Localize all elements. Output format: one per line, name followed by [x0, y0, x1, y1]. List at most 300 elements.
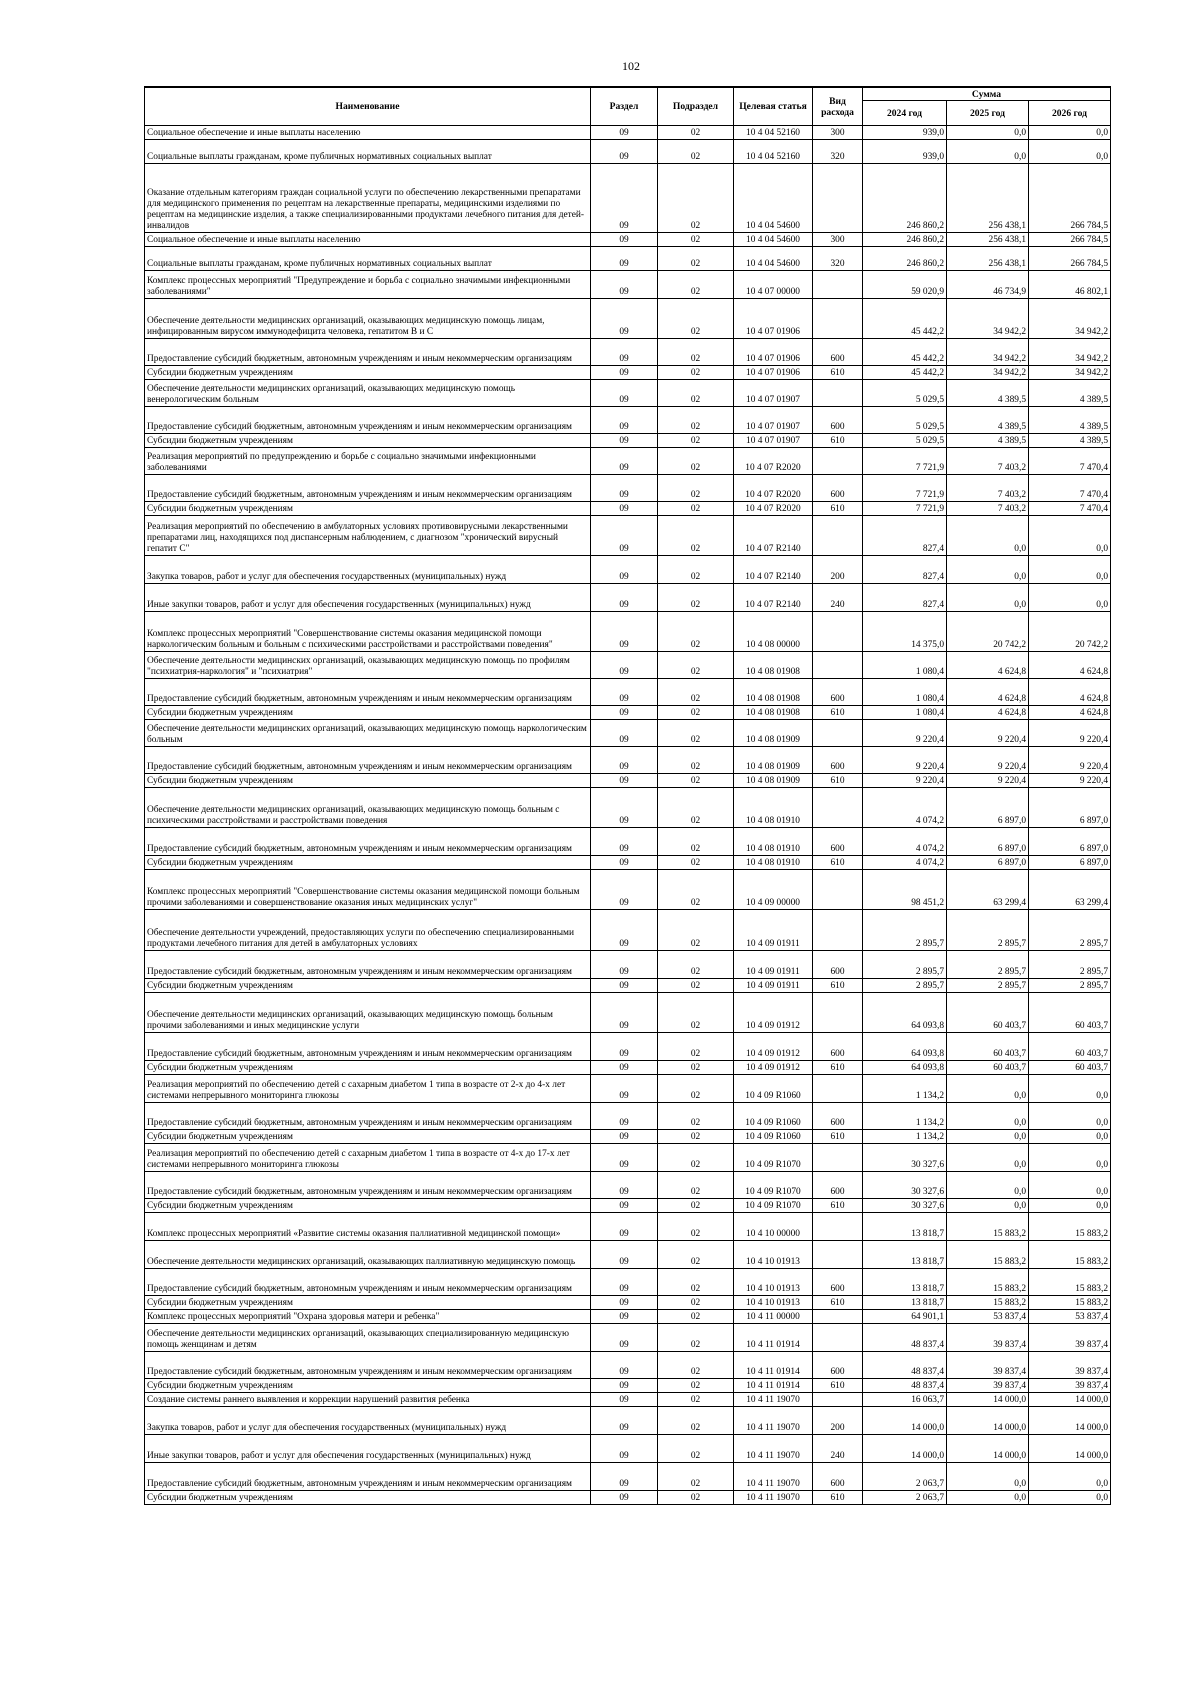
row-sum-2026: 0,0	[1029, 140, 1111, 164]
row-sum-2026: 266 784,5	[1029, 247, 1111, 271]
row-sum-2026: 0,0	[1029, 1491, 1111, 1505]
row-section: 09	[591, 979, 658, 993]
row-subsection: 02	[658, 126, 734, 140]
row-sum-2025: 256 438,1	[947, 164, 1029, 233]
row-sum-2026: 60 403,7	[1029, 1061, 1111, 1075]
row-target-article: 10 4 11 01914	[734, 1379, 813, 1393]
row-expense-type: 610	[813, 434, 863, 448]
table-row	[145, 434, 1111, 448]
row-expense-type	[813, 788, 863, 828]
row-subsection: 02	[658, 271, 734, 299]
table-row	[145, 233, 1111, 247]
row-section: 09	[591, 556, 658, 584]
row-sum-2026: 266 784,5	[1029, 164, 1111, 233]
row-name: Создание системы раннего выявления и коррекции нарушений развития ребенка	[145, 1393, 591, 1407]
row-subsection: 02	[658, 1199, 734, 1213]
row-subsection: 02	[658, 299, 734, 339]
row-subsection: 02	[658, 1269, 734, 1296]
row-expense-type	[813, 380, 863, 407]
row-sum-2026: 15 883,2	[1029, 1213, 1111, 1241]
row-sum-2024: 2 895,7	[863, 910, 947, 951]
row-sum-2024: 64 093,8	[863, 993, 947, 1033]
row-subsection: 02	[658, 584, 734, 612]
row-name: Субсидии бюджетным учреждениям	[145, 502, 591, 516]
row-subsection: 02	[658, 1310, 734, 1324]
row-sum-2025: 39 837,4	[947, 1379, 1029, 1393]
row-sum-2024: 7 721,9	[863, 448, 947, 475]
row-target-article: 10 4 07 R2140	[734, 556, 813, 584]
row-target-article: 10 4 11 19070	[734, 1435, 813, 1463]
table-row	[145, 652, 1111, 679]
row-sum-2024: 2 895,7	[863, 979, 947, 993]
row-sum-2024: 246 860,2	[863, 247, 947, 271]
table-row	[145, 299, 1111, 339]
table-row	[145, 788, 1111, 828]
row-expense-type: 600	[813, 1269, 863, 1296]
header-section: Раздел	[591, 87, 658, 126]
row-name: Обеспечение деятельности медицинских организаций, оказывающих медицинскую помощь венерологическим больным	[145, 380, 591, 407]
row-expense-type: 610	[813, 1379, 863, 1393]
row-name: Иные закупки товаров, работ и услуг для обеспечения государственных (муниципальных) нужд	[145, 584, 591, 612]
row-sum-2026: 7 470,4	[1029, 448, 1111, 475]
row-name: Социальные выплаты гражданам, кроме публичных нормативных социальных выплат	[145, 140, 591, 164]
row-sum-2026: 4 624,8	[1029, 652, 1111, 679]
row-sum-2024: 48 837,4	[863, 1324, 947, 1352]
row-section: 09	[591, 475, 658, 502]
row-subsection: 02	[658, 612, 734, 652]
row-subsection: 02	[658, 774, 734, 788]
row-subsection: 02	[658, 516, 734, 556]
row-sum-2024: 5 029,5	[863, 434, 947, 448]
row-sum-2024: 30 327,6	[863, 1199, 947, 1213]
row-sum-2025: 256 438,1	[947, 247, 1029, 271]
row-target-article: 10 4 09 01912	[734, 993, 813, 1033]
row-target-article: 10 4 07 R2020	[734, 448, 813, 475]
row-sum-2024: 2 063,7	[863, 1463, 947, 1491]
header-name: Наименование	[145, 87, 591, 126]
row-subsection: 02	[658, 1172, 734, 1199]
row-name: Субсидии бюджетным учреждениям	[145, 434, 591, 448]
table-row	[145, 339, 1111, 366]
row-subsection: 02	[658, 556, 734, 584]
row-sum-2026: 39 837,4	[1029, 1352, 1111, 1379]
row-sum-2025: 0,0	[947, 1144, 1029, 1172]
row-section: 09	[591, 1172, 658, 1199]
row-sum-2024: 14 000,0	[863, 1407, 947, 1435]
table-row	[145, 247, 1111, 271]
row-sum-2024: 45 442,2	[863, 366, 947, 380]
row-name: Предоставление субсидий бюджетным, автономным учреждениям и иным некоммерческим организациям	[145, 679, 591, 706]
row-sum-2025: 4 624,8	[947, 652, 1029, 679]
row-sum-2024: 13 818,7	[863, 1269, 947, 1296]
row-sum-2024: 1 134,2	[863, 1130, 947, 1144]
row-target-article: 10 4 10 01913	[734, 1296, 813, 1310]
header-subsection: Подраздел	[658, 87, 734, 126]
row-target-article: 10 4 07 R2020	[734, 502, 813, 516]
row-sum-2025: 14 000,0	[947, 1407, 1029, 1435]
row-subsection: 02	[658, 1352, 734, 1379]
row-sum-2024: 9 220,4	[863, 774, 947, 788]
row-sum-2025: 20 742,2	[947, 612, 1029, 652]
row-name: Предоставление субсидий бюджетным, автономным учреждениям и иным некоммерческим организациям	[145, 828, 591, 856]
row-target-article: 10 4 09 R1060	[734, 1130, 813, 1144]
table-row	[145, 140, 1111, 164]
row-expense-type: 610	[813, 1130, 863, 1144]
row-name: Предоставление субсидий бюджетным, автономным учреждениям и иным некоммерческим организациям	[145, 1033, 591, 1061]
row-subsection: 02	[658, 1379, 734, 1393]
row-name: Обеспечение деятельности медицинских организаций, оказывающих медицинскую помощь больным с психическими расстройствами и расстройствами поведения	[145, 788, 591, 828]
row-target-article: 10 4 09 R1070	[734, 1172, 813, 1199]
row-sum-2025: 0,0	[947, 1130, 1029, 1144]
row-name: Обеспечение деятельности медицинских организаций, оказывающих медицинскую помощь больным прочими заболеваниями и иных медицинские услуги	[145, 993, 591, 1033]
table-row	[145, 747, 1111, 774]
row-sum-2026: 6 897,0	[1029, 856, 1111, 870]
table-row	[145, 1393, 1111, 1407]
row-section: 09	[591, 516, 658, 556]
row-sum-2025: 15 883,2	[947, 1241, 1029, 1269]
row-sum-2024: 7 721,9	[863, 475, 947, 502]
row-name: Предоставление субсидий бюджетным, автономным учреждениям и иным некоммерческим организациям	[145, 951, 591, 979]
row-target-article: 10 4 11 01914	[734, 1324, 813, 1352]
row-expense-type	[813, 164, 863, 233]
row-name: Закупка товаров, работ и услуг для обеспечения государственных (муниципальных) нужд	[145, 1407, 591, 1435]
row-sum-2025: 14 000,0	[947, 1435, 1029, 1463]
row-name: Субсидии бюджетным учреждениям	[145, 856, 591, 870]
row-expense-type	[813, 1393, 863, 1407]
row-sum-2025: 6 897,0	[947, 856, 1029, 870]
row-section: 09	[591, 1130, 658, 1144]
row-sum-2024: 2 063,7	[863, 1491, 947, 1505]
header-sum: Сумма	[863, 87, 1111, 101]
row-sum-2025: 7 403,2	[947, 502, 1029, 516]
row-expense-type: 600	[813, 1352, 863, 1379]
header-year-2024: 2024 год	[863, 101, 947, 126]
row-target-article: 10 4 11 01914	[734, 1352, 813, 1379]
row-sum-2024: 4 074,2	[863, 828, 947, 856]
row-sum-2026: 4 389,5	[1029, 407, 1111, 434]
row-subsection: 02	[658, 1213, 734, 1241]
table-row	[145, 1491, 1111, 1505]
row-sum-2026: 4 624,8	[1029, 679, 1111, 706]
row-target-article: 10 4 11 19070	[734, 1393, 813, 1407]
row-sum-2026: 0,0	[1029, 1103, 1111, 1130]
row-expense-type: 320	[813, 247, 863, 271]
row-sum-2025: 4 624,8	[947, 679, 1029, 706]
row-expense-type	[813, 870, 863, 910]
row-subsection: 02	[658, 502, 734, 516]
row-name: Предоставление субсидий бюджетным, автономным учреждениям и иным некоммерческим организациям	[145, 1172, 591, 1199]
row-target-article: 10 4 08 01909	[734, 747, 813, 774]
row-name: Обеспечение деятельности медицинских организаций, оказывающих медицинскую помощь лицам, инфицированным вирусом иммунодефицита человека, гепатитом В и С	[145, 299, 591, 339]
row-section: 09	[591, 1310, 658, 1324]
table-row	[145, 951, 1111, 979]
row-sum-2025: 256 438,1	[947, 233, 1029, 247]
row-section: 09	[591, 910, 658, 951]
row-sum-2025: 60 403,7	[947, 993, 1029, 1033]
table-row	[145, 828, 1111, 856]
row-sum-2026: 34 942,2	[1029, 339, 1111, 366]
row-sum-2024: 48 837,4	[863, 1352, 947, 1379]
row-expense-type: 610	[813, 856, 863, 870]
row-section: 09	[591, 1393, 658, 1407]
row-sum-2025: 4 389,5	[947, 380, 1029, 407]
row-subsection: 02	[658, 380, 734, 407]
row-subsection: 02	[658, 910, 734, 951]
row-sum-2026: 0,0	[1029, 1172, 1111, 1199]
row-subsection: 02	[658, 951, 734, 979]
row-section: 09	[591, 1352, 658, 1379]
row-sum-2026: 15 883,2	[1029, 1296, 1111, 1310]
row-name: Социальные выплаты гражданам, кроме публичных нормативных социальных выплат	[145, 247, 591, 271]
table-row	[145, 1172, 1111, 1199]
row-subsection: 02	[658, 1463, 734, 1491]
row-subsection: 02	[658, 856, 734, 870]
row-name: Иные закупки товаров, работ и услуг для обеспечения государственных (муниципальных) нужд	[145, 1435, 591, 1463]
row-section: 09	[591, 502, 658, 516]
row-expense-type	[813, 516, 863, 556]
row-name: Закупка товаров, работ и услуг для обеспечения государственных (муниципальных) нужд	[145, 556, 591, 584]
row-name: Социальное обеспечение и иные выплаты населению	[145, 233, 591, 247]
row-section: 09	[591, 1407, 658, 1435]
row-sum-2024: 2 895,7	[863, 951, 947, 979]
row-sum-2024: 1 080,4	[863, 706, 947, 720]
row-target-article: 10 4 07 R2140	[734, 516, 813, 556]
row-expense-type: 600	[813, 1103, 863, 1130]
table-row	[145, 1379, 1111, 1393]
row-expense-type	[813, 299, 863, 339]
row-sum-2026: 4 389,5	[1029, 380, 1111, 407]
row-sum-2024: 939,0	[863, 140, 947, 164]
row-sum-2026: 9 220,4	[1029, 747, 1111, 774]
row-subsection: 02	[658, 652, 734, 679]
row-target-article: 10 4 09 01911	[734, 951, 813, 979]
row-sum-2026: 14 000,0	[1029, 1435, 1111, 1463]
row-name: Комплекс процессных мероприятий "Предупреждение и борьба с социально значимыми инфекционными заболеваниями"	[145, 271, 591, 299]
row-sum-2024: 1 134,2	[863, 1075, 947, 1103]
row-subsection: 02	[658, 979, 734, 993]
row-sum-2026: 4 389,5	[1029, 434, 1111, 448]
row-sum-2026: 0,0	[1029, 126, 1111, 140]
header-target-article: Целевая статья	[734, 87, 813, 126]
row-subsection: 02	[658, 1393, 734, 1407]
row-sum-2026: 34 942,2	[1029, 366, 1111, 380]
table-row	[145, 164, 1111, 233]
row-target-article: 10 4 08 01908	[734, 679, 813, 706]
row-sum-2025: 34 942,2	[947, 366, 1029, 380]
row-section: 09	[591, 233, 658, 247]
row-sum-2025: 7 403,2	[947, 475, 1029, 502]
row-sum-2025: 9 220,4	[947, 720, 1029, 747]
table-row	[145, 720, 1111, 747]
row-sum-2024: 14 375,0	[863, 612, 947, 652]
row-section: 09	[591, 612, 658, 652]
table-row	[145, 380, 1111, 407]
table-row	[145, 1144, 1111, 1172]
row-target-article: 10 4 08 01909	[734, 774, 813, 788]
row-sum-2025: 34 942,2	[947, 299, 1029, 339]
row-subsection: 02	[658, 747, 734, 774]
row-name: Предоставление субсидий бюджетным, автономным учреждениям и иным некоммерческим организациям	[145, 339, 591, 366]
row-sum-2025: 6 897,0	[947, 828, 1029, 856]
row-sum-2024: 827,4	[863, 516, 947, 556]
row-sum-2026: 39 837,4	[1029, 1379, 1111, 1393]
row-sum-2026: 0,0	[1029, 556, 1111, 584]
row-name: Комплекс процессных мероприятий "Совершенствование системы оказания медицинской помощи наркологическим больным и больным с психическими расстройствами и расстройствами поведения"	[145, 612, 591, 652]
row-target-article: 10 4 09 01911	[734, 910, 813, 951]
row-section: 09	[591, 434, 658, 448]
row-name: Субсидии бюджетным учреждениям	[145, 1061, 591, 1075]
row-name: Реализация мероприятий по обеспечению в амбулаторных условиях противовирусными лекарственными препаратами лиц, находящихся под диспансерным наблюдением, с диагнозом "хронический вирусный гепатит С"	[145, 516, 591, 556]
table-row	[145, 679, 1111, 706]
table-row	[145, 1463, 1111, 1491]
row-section: 09	[591, 706, 658, 720]
row-sum-2025: 6 897,0	[947, 788, 1029, 828]
row-section: 09	[591, 720, 658, 747]
row-target-article: 10 4 07 01906	[734, 366, 813, 380]
row-section: 09	[591, 1033, 658, 1061]
row-section: 09	[591, 1379, 658, 1393]
table-row	[145, 448, 1111, 475]
table-row	[145, 706, 1111, 720]
header-expense-type: Вид расхода	[813, 87, 863, 126]
row-sum-2026: 7 470,4	[1029, 502, 1111, 516]
table-row	[145, 979, 1111, 993]
row-name: Субсидии бюджетным учреждениям	[145, 979, 591, 993]
row-subsection: 02	[658, 407, 734, 434]
row-target-article: 10 4 07 01907	[734, 380, 813, 407]
row-name: Реализация мероприятий по обеспечению детей с сахарным диабетом 1 типа в возрасте от 2-х до 4-х лет системами непрерывного мониторинга глюкозы	[145, 1075, 591, 1103]
table-row	[145, 1407, 1111, 1435]
row-sum-2025: 15 883,2	[947, 1296, 1029, 1310]
row-expense-type	[813, 910, 863, 951]
row-expense-type: 600	[813, 951, 863, 979]
row-target-article: 10 4 11 19070	[734, 1407, 813, 1435]
row-subsection: 02	[658, 339, 734, 366]
row-section: 09	[591, 1213, 658, 1241]
row-sum-2024: 9 220,4	[863, 747, 947, 774]
row-section: 09	[591, 1103, 658, 1130]
table-row	[145, 271, 1111, 299]
row-section: 09	[591, 140, 658, 164]
row-subsection: 02	[658, 1435, 734, 1463]
row-target-article: 10 4 08 00000	[734, 612, 813, 652]
row-name: Субсидии бюджетным учреждениям	[145, 1491, 591, 1505]
row-section: 09	[591, 747, 658, 774]
row-sum-2026: 14 000,0	[1029, 1407, 1111, 1435]
table-row	[145, 1310, 1111, 1324]
header-year-2026: 2026 год	[1029, 101, 1111, 126]
row-subsection: 02	[658, 434, 734, 448]
row-expense-type: 610	[813, 1061, 863, 1075]
row-target-article: 10 4 11 19070	[734, 1463, 813, 1491]
row-sum-2025: 46 734,9	[947, 271, 1029, 299]
row-sum-2026: 9 220,4	[1029, 774, 1111, 788]
row-sum-2024: 4 074,2	[863, 788, 947, 828]
row-section: 09	[591, 652, 658, 679]
row-sum-2025: 0,0	[947, 556, 1029, 584]
row-sum-2026: 60 403,7	[1029, 1033, 1111, 1061]
table-row	[145, 856, 1111, 870]
row-target-article: 10 4 07 00000	[734, 271, 813, 299]
table-row	[145, 1130, 1111, 1144]
row-expense-type: 610	[813, 1296, 863, 1310]
row-sum-2024: 5 029,5	[863, 407, 947, 434]
row-target-article: 10 4 09 01912	[734, 1061, 813, 1075]
table-row	[145, 584, 1111, 612]
row-target-article: 10 4 09 01912	[734, 1033, 813, 1061]
row-expense-type: 600	[813, 747, 863, 774]
row-subsection: 02	[658, 448, 734, 475]
row-name: Предоставление субсидий бюджетным, автономным учреждениям и иным некоммерческим организациям	[145, 747, 591, 774]
table-row	[145, 556, 1111, 584]
row-sum-2025: 14 000,0	[947, 1393, 1029, 1407]
row-section: 09	[591, 1269, 658, 1296]
row-expense-type	[813, 993, 863, 1033]
row-sum-2024: 45 442,2	[863, 339, 947, 366]
row-sum-2025: 0,0	[947, 126, 1029, 140]
row-subsection: 02	[658, 1061, 734, 1075]
row-target-article: 10 4 09 R1070	[734, 1144, 813, 1172]
row-sum-2024: 13 818,7	[863, 1241, 947, 1269]
row-name: Комплекс процессных мероприятий "Совершенствование системы оказания медицинской помощи больным прочими заболеваниями и совершенствование оказания иных медицинских услуг"	[145, 870, 591, 910]
row-sum-2025: 0,0	[947, 1103, 1029, 1130]
row-sum-2026: 0,0	[1029, 1144, 1111, 1172]
row-sum-2024: 4 074,2	[863, 856, 947, 870]
row-expense-type: 240	[813, 1435, 863, 1463]
row-section: 09	[591, 1296, 658, 1310]
row-section: 09	[591, 870, 658, 910]
table-row	[145, 1241, 1111, 1269]
row-sum-2025: 15 883,2	[947, 1213, 1029, 1241]
row-section: 09	[591, 856, 658, 870]
row-section: 09	[591, 951, 658, 979]
row-section: 09	[591, 584, 658, 612]
row-target-article: 10 4 07 01906	[734, 339, 813, 366]
row-section: 09	[591, 1075, 658, 1103]
table-row	[145, 1269, 1111, 1296]
row-sum-2026: 0,0	[1029, 516, 1111, 556]
row-name: Обеспечение деятельности медицинских организаций, оказывающих медицинскую помощь наркологическим больным	[145, 720, 591, 747]
row-section: 09	[591, 247, 658, 271]
row-sum-2025: 2 895,7	[947, 951, 1029, 979]
row-sum-2024: 246 860,2	[863, 164, 947, 233]
row-sum-2024: 13 818,7	[863, 1213, 947, 1241]
table-row	[145, 1324, 1111, 1352]
row-sum-2024: 1 080,4	[863, 652, 947, 679]
row-section: 09	[591, 788, 658, 828]
row-target-article: 10 4 08 01909	[734, 720, 813, 747]
row-target-article: 10 4 08 01908	[734, 706, 813, 720]
row-name: Реализация мероприятий по предупреждению и борьбе с социально значимыми инфекционными заболеваниями	[145, 448, 591, 475]
row-target-article: 10 4 07 01907	[734, 434, 813, 448]
row-sum-2026: 39 837,4	[1029, 1324, 1111, 1352]
row-sum-2024: 13 818,7	[863, 1296, 947, 1310]
row-subsection: 02	[658, 1491, 734, 1505]
row-sum-2026: 34 942,2	[1029, 299, 1111, 339]
table-row	[145, 1352, 1111, 1379]
row-sum-2026: 0,0	[1029, 1075, 1111, 1103]
row-expense-type: 610	[813, 502, 863, 516]
row-expense-type: 600	[813, 828, 863, 856]
row-subsection: 02	[658, 679, 734, 706]
row-sum-2024: 48 837,4	[863, 1379, 947, 1393]
row-expense-type: 600	[813, 407, 863, 434]
row-expense-type: 600	[813, 679, 863, 706]
row-expense-type	[813, 720, 863, 747]
row-sum-2024: 64 093,8	[863, 1061, 947, 1075]
row-target-article: 10 4 11 00000	[734, 1310, 813, 1324]
row-sum-2024: 246 860,2	[863, 233, 947, 247]
